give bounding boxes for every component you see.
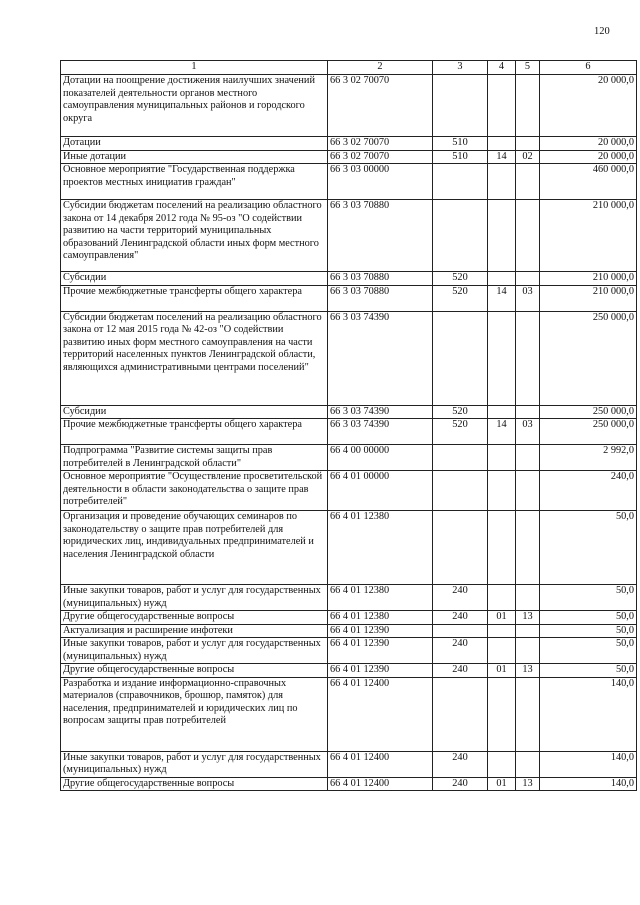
row-col5 (516, 311, 540, 405)
row-col3: 240 (433, 611, 488, 625)
row-code: 66 4 01 00000 (328, 471, 433, 511)
row-name: Прочие межбюджетные трансферты общего характера (61, 419, 328, 445)
row-col5: 13 (516, 777, 540, 791)
row-code: 66 3 02 70070 (328, 75, 433, 137)
row-name: Актуализация и расширение инфотеки (61, 624, 328, 638)
row-code: 66 4 01 12380 (328, 585, 433, 611)
row-name: Разработка и издание информационно-справочных материалов (справочников, брошюр, памяток) для населения, предпринимателей и юридических лиц по вопросам защиты прав потребителей (61, 677, 328, 751)
row-col5: 02 (516, 150, 540, 164)
table-row (61, 419, 637, 445)
table-row (61, 150, 637, 164)
row-name: Субсидии (61, 272, 328, 286)
row-col3 (433, 445, 488, 471)
row-col3 (433, 624, 488, 638)
row-sum: 250 000,0 (540, 419, 637, 445)
row-col4 (488, 75, 516, 137)
row-code: 66 4 01 12400 (328, 751, 433, 777)
row-col4 (488, 624, 516, 638)
row-sum: 50,0 (540, 664, 637, 678)
row-col5 (516, 405, 540, 419)
row-col5 (516, 624, 540, 638)
row-col5 (516, 75, 540, 137)
row-col4: 01 (488, 777, 516, 791)
row-col4 (488, 638, 516, 664)
row-code: 66 4 00 00000 (328, 445, 433, 471)
row-col3: 240 (433, 751, 488, 777)
table-row (61, 200, 637, 272)
row-name: Субсидии (61, 405, 328, 419)
row-col3: 510 (433, 137, 488, 151)
table-row (61, 751, 637, 777)
table-row (61, 405, 637, 419)
table-row (61, 272, 637, 286)
row-name: Иные закупки товаров, работ и услуг для государственных (муниципальных) нужд (61, 638, 328, 664)
row-col3: 240 (433, 638, 488, 664)
row-col4 (488, 272, 516, 286)
table-row (61, 137, 637, 151)
row-col3: 240 (433, 777, 488, 791)
row-name: Субсидии бюджетам поселений на реализацию областного закона от 12 мая 2015 года № 42-оз "О содействии развитию иных форм местного самоуправления на части территорий населенных пунктов Ленинградской области, являющихся административными центрами поселений" (61, 311, 328, 405)
row-code: 66 3 03 74390 (328, 311, 433, 405)
row-col3 (433, 311, 488, 405)
row-col4 (488, 471, 516, 511)
row-sum: 210 000,0 (540, 200, 637, 272)
row-name: Иные закупки товаров, работ и услуг для государственных (муниципальных) нужд (61, 751, 328, 777)
row-name: Основное мероприятие "Государственная поддержка проектов местных инициатив граждан" (61, 164, 328, 200)
row-code: 66 4 01 12390 (328, 664, 433, 678)
row-name: Субсидии бюджетам поселений на реализацию областного закона от 14 декабря 2012 года № 95-оз "О содействии развитию на части территорий муниципальных образований Ленинградской области иных форм местного самоуправления" (61, 200, 328, 272)
row-col5 (516, 137, 540, 151)
col-header-sum: 6 (540, 61, 637, 75)
row-name: Организация и проведение обучающих семинаров по законодательству о защите прав потребителей для юридических лиц, индивидуальных предпринимателей и населения Ленинградской области (61, 511, 328, 585)
row-sum: 50,0 (540, 638, 637, 664)
row-col5 (516, 164, 540, 200)
row-code: 66 3 03 00000 (328, 164, 433, 200)
row-name: Прочие межбюджетные трансферты общего характера (61, 285, 328, 311)
table-row (61, 164, 637, 200)
row-col5 (516, 200, 540, 272)
row-name: Подпрограмма "Развитие системы защиты прав потребителей в Ленинградской области" (61, 445, 328, 471)
table-row (61, 311, 637, 405)
row-code: 66 3 03 70880 (328, 200, 433, 272)
row-sum: 240,0 (540, 471, 637, 511)
row-col5 (516, 751, 540, 777)
row-col5: 03 (516, 419, 540, 445)
row-name: Иные закупки товаров, работ и услуг для государственных (муниципальных) нужд (61, 585, 328, 611)
row-sum: 250 000,0 (540, 311, 637, 405)
row-col4 (488, 405, 516, 419)
row-col4: 14 (488, 150, 516, 164)
row-sum: 50,0 (540, 624, 637, 638)
row-col5 (516, 272, 540, 286)
table-row (61, 511, 637, 585)
row-col5 (516, 585, 540, 611)
row-sum: 210 000,0 (540, 285, 637, 311)
table-row (61, 611, 637, 625)
page-number: 120 (594, 26, 610, 37)
table-row (61, 585, 637, 611)
row-col3: 520 (433, 285, 488, 311)
row-sum: 20 000,0 (540, 137, 637, 151)
row-col5: 13 (516, 664, 540, 678)
row-col4 (488, 164, 516, 200)
row-col4: 01 (488, 611, 516, 625)
row-sum: 140,0 (540, 777, 637, 791)
row-col4: 01 (488, 664, 516, 678)
row-code: 66 3 03 74390 (328, 405, 433, 419)
row-sum: 50,0 (540, 585, 637, 611)
row-code: 66 4 01 12380 (328, 611, 433, 625)
row-code: 66 4 01 12390 (328, 624, 433, 638)
row-sum: 210 000,0 (540, 272, 637, 286)
row-sum: 460 000,0 (540, 164, 637, 200)
row-sum: 250 000,0 (540, 405, 637, 419)
row-col4 (488, 751, 516, 777)
row-col3 (433, 677, 488, 751)
row-sum: 140,0 (540, 677, 637, 751)
row-code: 66 4 01 12380 (328, 511, 433, 585)
budget-table (60, 60, 637, 791)
row-sum: 2 992,0 (540, 445, 637, 471)
row-col5: 03 (516, 285, 540, 311)
row-col4 (488, 137, 516, 151)
table-row (61, 664, 637, 678)
col-header-3: 3 (433, 61, 488, 75)
row-col4 (488, 677, 516, 751)
row-code: 66 4 01 12390 (328, 638, 433, 664)
row-sum: 20 000,0 (540, 150, 637, 164)
row-col4 (488, 585, 516, 611)
row-name: Другие общегосударственные вопросы (61, 664, 328, 678)
row-code: 66 4 01 12400 (328, 777, 433, 791)
row-col3 (433, 164, 488, 200)
table-header-row (61, 61, 637, 75)
row-col3: 510 (433, 150, 488, 164)
row-name: Дотации на поощрение достижения наилучших значений показателей деятельности органов местного самоуправления муниципальных районов и городского округа (61, 75, 328, 137)
row-code: 66 3 03 70880 (328, 285, 433, 311)
table-row (61, 638, 637, 664)
row-col4 (488, 445, 516, 471)
row-sum: 50,0 (540, 611, 637, 625)
row-name: Другие общегосударственные вопросы (61, 777, 328, 791)
row-col4 (488, 511, 516, 585)
row-col4: 14 (488, 419, 516, 445)
row-col5 (516, 638, 540, 664)
col-header-code: 2 (328, 61, 433, 75)
row-col5 (516, 511, 540, 585)
col-header-4: 4 (488, 61, 516, 75)
table-row (61, 777, 637, 791)
row-col5 (516, 445, 540, 471)
row-col4 (488, 311, 516, 405)
row-col3: 240 (433, 585, 488, 611)
row-col4: 14 (488, 285, 516, 311)
table-row (61, 445, 637, 471)
row-code: 66 3 03 74390 (328, 419, 433, 445)
table-row (61, 677, 637, 751)
row-col3 (433, 471, 488, 511)
row-col3: 520 (433, 405, 488, 419)
row-name: Основное мероприятие "Осуществление просветительской деятельности в области законодательства о защите прав потребителей" (61, 471, 328, 511)
row-col5 (516, 677, 540, 751)
row-col4 (488, 200, 516, 272)
row-col3: 520 (433, 419, 488, 445)
row-col3 (433, 75, 488, 137)
row-col3 (433, 511, 488, 585)
row-code: 66 3 02 70070 (328, 150, 433, 164)
table-row (61, 285, 637, 311)
col-header-name: 1 (61, 61, 328, 75)
row-col5 (516, 471, 540, 511)
table-row (61, 471, 637, 511)
row-col3 (433, 200, 488, 272)
col-header-5: 5 (516, 61, 540, 75)
row-name: Дотации (61, 137, 328, 151)
row-name: Иные дотации (61, 150, 328, 164)
row-col3: 520 (433, 272, 488, 286)
table-row (61, 75, 637, 137)
row-col3: 240 (433, 664, 488, 678)
row-code: 66 3 03 70880 (328, 272, 433, 286)
row-col5: 13 (516, 611, 540, 625)
table-row (61, 624, 637, 638)
row-sum: 50,0 (540, 511, 637, 585)
row-sum: 20 000,0 (540, 75, 637, 137)
row-code: 66 3 02 70070 (328, 137, 433, 151)
row-name: Другие общегосударственные вопросы (61, 611, 328, 625)
row-code: 66 4 01 12400 (328, 677, 433, 751)
row-sum: 140,0 (540, 751, 637, 777)
